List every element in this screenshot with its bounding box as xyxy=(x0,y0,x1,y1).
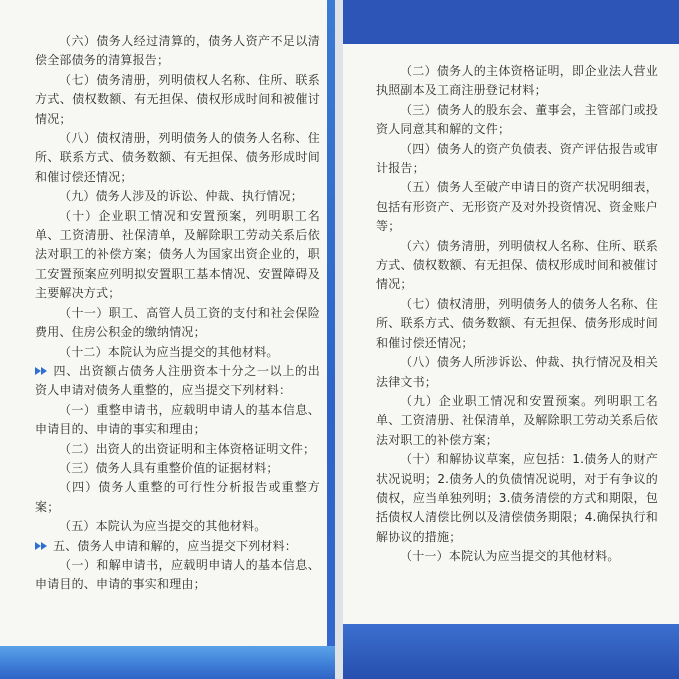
bottom-blue-band xyxy=(343,624,679,679)
list-item xyxy=(35,556,320,595)
right-page xyxy=(343,0,679,679)
list-item xyxy=(376,62,658,101)
list-item xyxy=(35,478,320,517)
list-item-text: （六）债务清册，列明债权人名称、住所、联系方式、债权数额、有无担保、债权形成时间和被催讨情况； xyxy=(376,238,658,292)
list-item xyxy=(376,353,658,392)
list-item xyxy=(35,440,320,459)
list-item xyxy=(35,71,320,129)
section-heading-text: 四、出资额占债务人注册资本十分之一以上的出资人申请对债务人重整的，应当提交下列材料： xyxy=(35,363,320,398)
list-item-text: （三）债务人的股东会、董事会，主管部门或投资人同意其和解的文件； xyxy=(376,102,658,137)
list-item xyxy=(376,392,658,450)
list-item-text: （十）企业职工情况和安置预案，列明职工名单、工资清册、社保清单，及解除职工劳动关系后依法对职工的补偿方案；债务人为国家出资企业的，职工安置预案应列明拟安置职工基本情况、安置障碍及主要解决方式； xyxy=(35,208,320,301)
list-item-text: （四）债务人重整的可行性分析报告或重整方案； xyxy=(35,480,320,514)
list-item-text: （七）债务清册，列明债权人名称、住所、联系方式、债权数额、有无担保、债权形成时间和被催讨情况； xyxy=(35,72,320,126)
heading-bullet-icon xyxy=(35,541,49,551)
list-item-text: （八）债权清册，列明债务人的债务人名称、住所、联系方式、债务数额、有无担保、债务形成时间和催讨偿还情况； xyxy=(35,131,320,184)
section-heading-text: 五、债务人申请和解的，应当提交下列材料： xyxy=(53,538,298,553)
list-item-text: （十）和解协议草案，应包括：1.债务人的财产状况说明；2.债务人的负债情况说明，对于有争议的债权，应当单独列明；3.债务清偿的方式和期限，包括债权人清偿比例以及清偿债务期限；4.确保执行和解协议的措施； xyxy=(376,452,658,544)
list-item xyxy=(35,32,320,71)
list-item xyxy=(35,459,320,478)
list-item-text: （二）债务人的主体资格证明，即企业法人营业执照副本及工商注册登记材料； xyxy=(376,64,658,98)
list-item-text: （二）出资人的出资证明和主体资格证明文件； xyxy=(59,441,316,456)
list-item xyxy=(376,101,658,140)
heading-bullet-icon xyxy=(35,366,49,376)
list-item-text: （一）和解申请书，应载明申请人的基本信息、申请目的、申请的事实和理由； xyxy=(35,557,320,592)
list-item xyxy=(376,295,658,353)
list-item-text: （十二）本院认为应当提交的其他材料。 xyxy=(59,344,279,359)
list-item xyxy=(35,343,320,362)
list-item xyxy=(35,517,320,536)
top-blue-band xyxy=(343,0,679,44)
list-item xyxy=(35,129,320,187)
list-item xyxy=(35,304,320,343)
right-edge-blue-band xyxy=(327,0,335,679)
list-item-text: （一）重整申请书，应载明申请人的基本信息、申请目的、申请的事实和理由； xyxy=(35,402,320,437)
list-item-text: （十一）本院认为应当提交的其他材料。 xyxy=(400,549,620,564)
list-item-text: （三）债务人具有重整价值的证据材料； xyxy=(59,460,279,475)
list-item xyxy=(376,547,658,566)
section-heading xyxy=(35,537,320,556)
list-item xyxy=(376,450,658,547)
right-page-text xyxy=(376,62,658,567)
list-item-text: （四）债务人的资产负债表、资产评估报告或审计报告； xyxy=(376,141,658,176)
list-item-text: （五）债务人至破产申请日的资产状况明细表，包括有形资产、无形资产及对外投资情况、资金账户等； xyxy=(376,180,658,234)
list-item-text: （八）债务人所涉诉讼、仲裁、执行情况及相关法律文书； xyxy=(376,355,658,389)
list-item xyxy=(35,401,320,440)
left-page xyxy=(0,0,335,679)
list-item-text: （六）债务人经过清算的，债务人资产不足以清偿全部债务的清算报告； xyxy=(35,34,320,68)
list-item xyxy=(35,207,320,304)
list-item xyxy=(376,178,658,236)
list-item-text: （九）企业职工情况和安置预案。列明职工名单、工资清册、社保清单，及解除职工劳动关系后依法对职工的补偿方案； xyxy=(376,393,658,447)
list-item-text: （五）本院认为应当提交的其他材料。 xyxy=(59,519,267,534)
list-item xyxy=(376,237,658,295)
section-heading xyxy=(35,362,320,401)
left-page-text xyxy=(35,32,320,595)
list-item-text: （七）债权清册，列明债务人的债务人名称、住所、联系方式、债务数额、有无担保、债务形成时间和催讨偿还情况； xyxy=(376,296,658,350)
bottom-blue-band xyxy=(0,646,335,679)
list-item-text: （十一）职工、高管人员工资的支付和社会保险费用、住房公积金的缴纳情况； xyxy=(35,305,320,340)
list-item-text: （九）债务人涉及的诉讼、仲裁、执行情况； xyxy=(59,189,304,204)
list-item xyxy=(35,187,320,206)
list-item xyxy=(376,140,658,179)
page-gutter xyxy=(335,0,343,679)
